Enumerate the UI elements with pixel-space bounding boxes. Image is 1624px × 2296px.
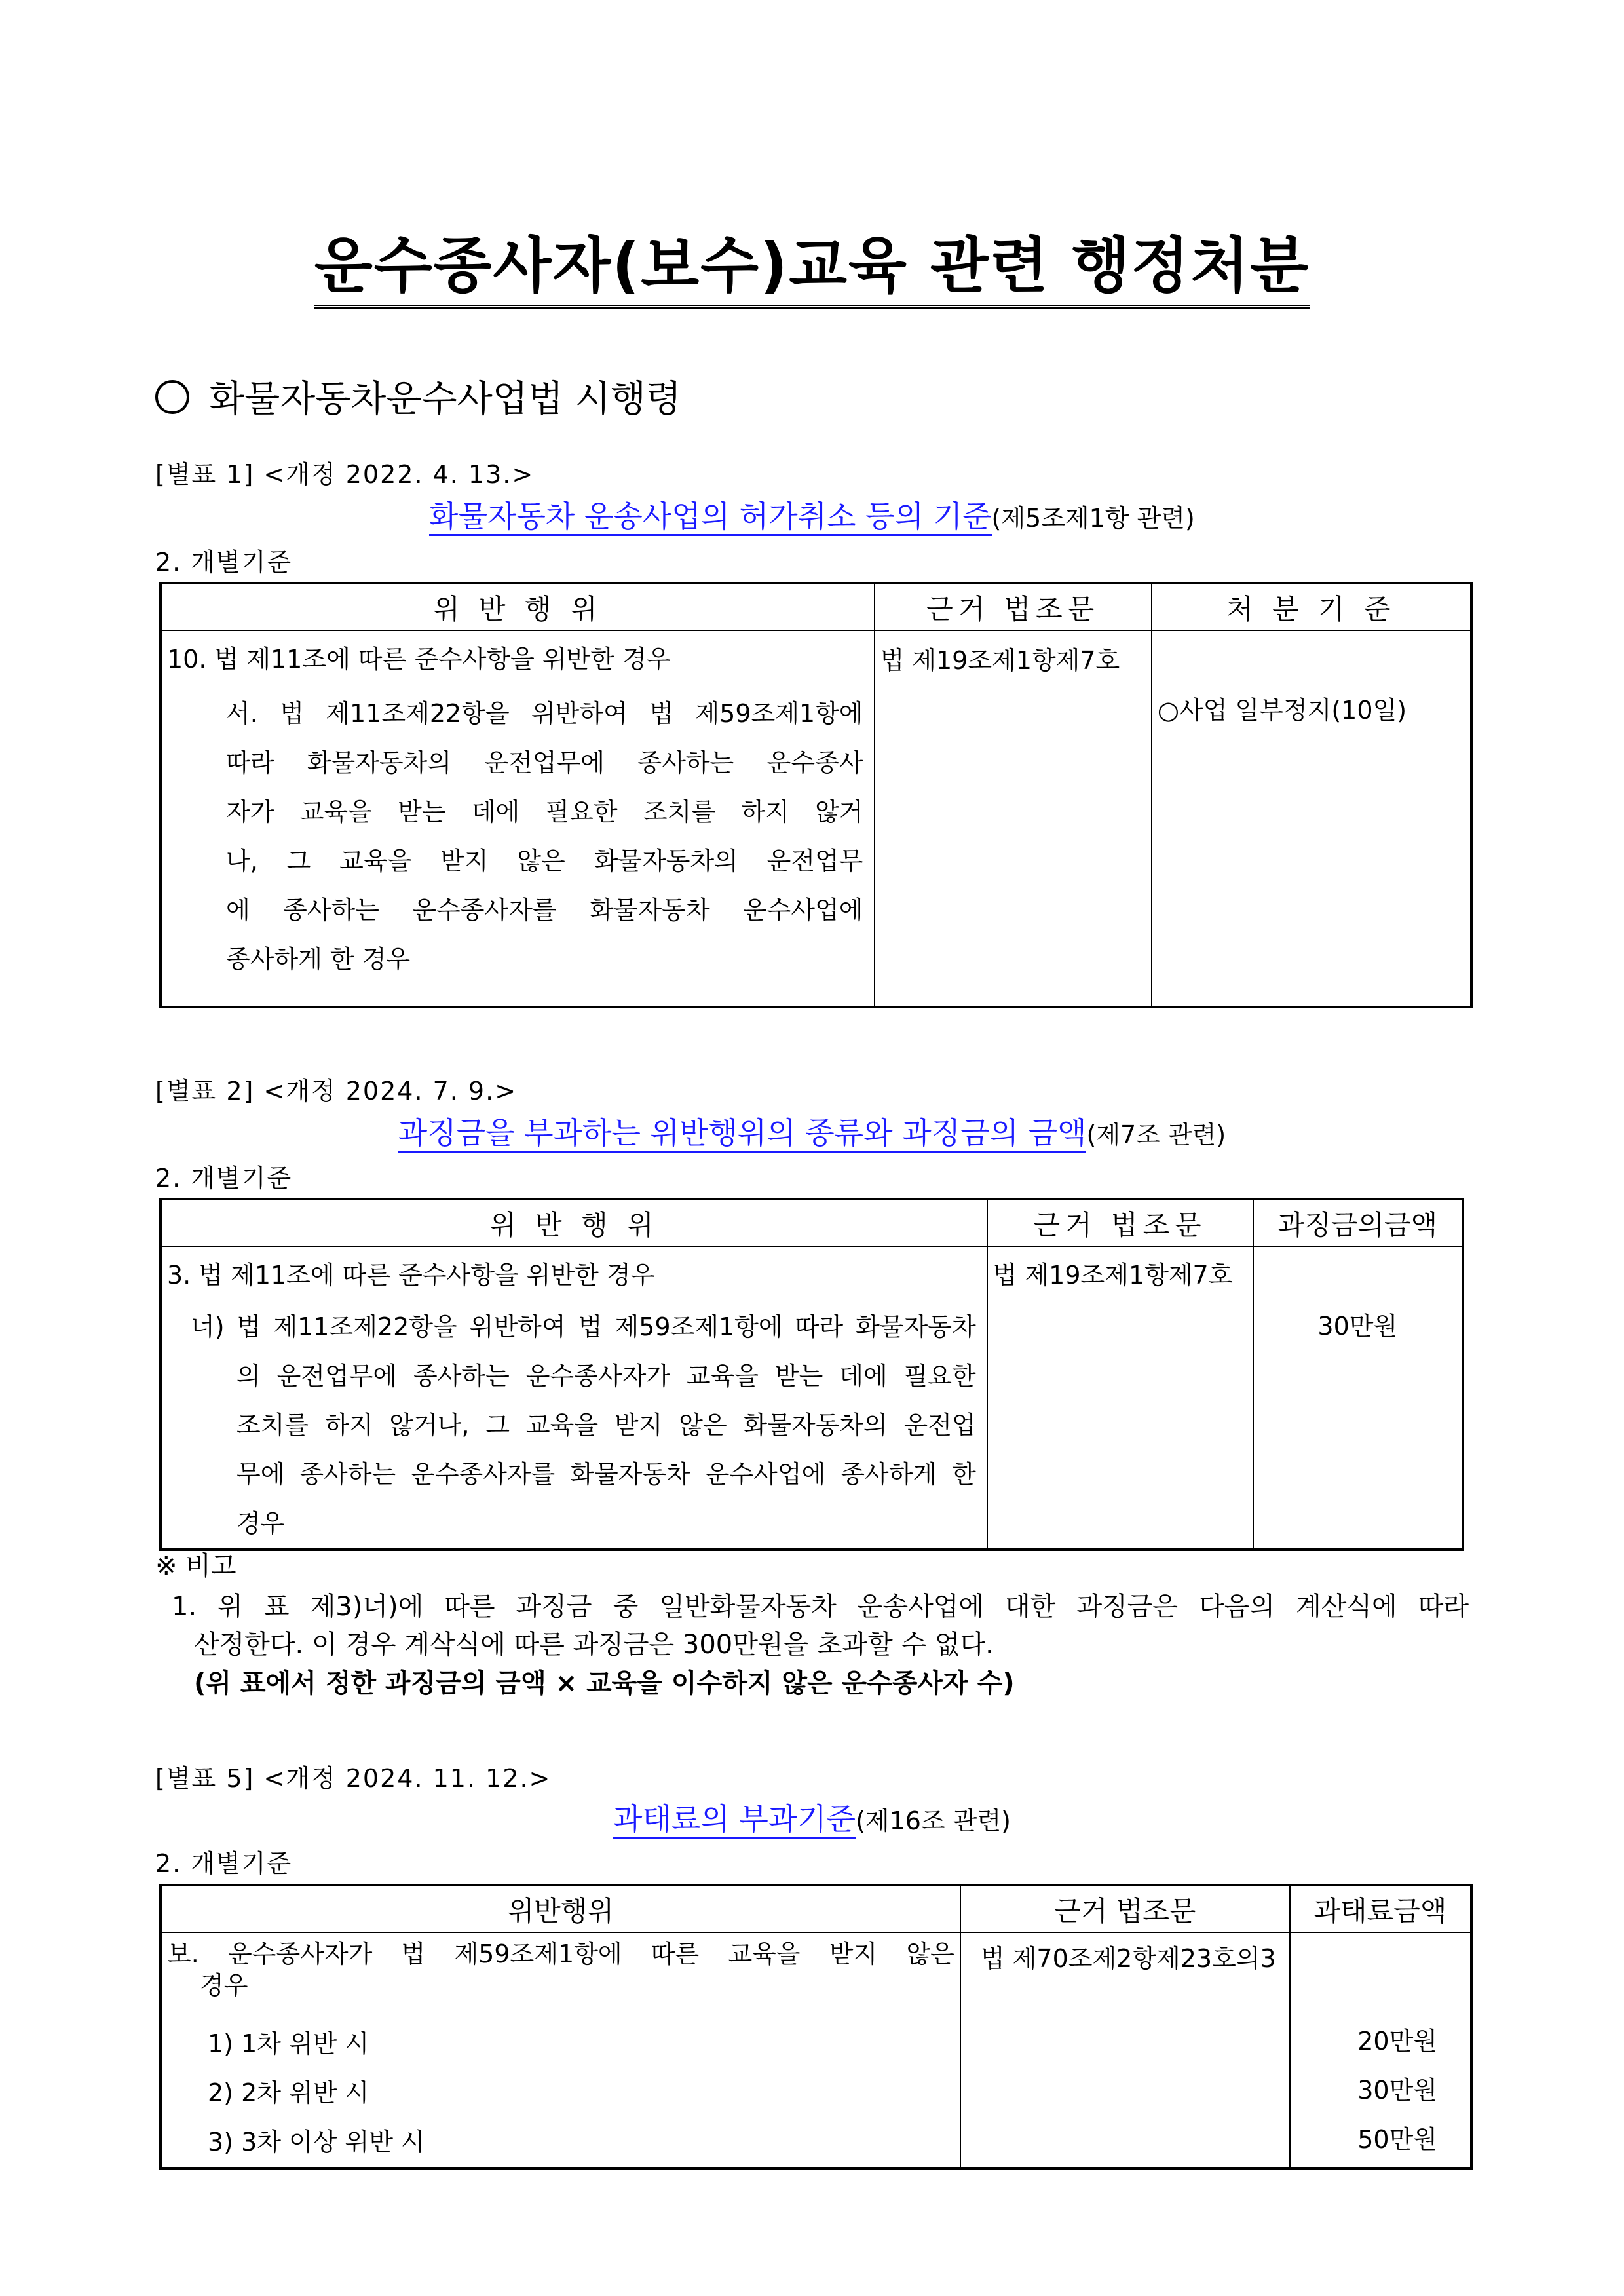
annex2-law-cell (987, 1246, 1253, 1550)
annex2-remark-head: ※ 비고 (155, 1551, 236, 1581)
annex5-row-main-cont: 경우 (200, 1971, 248, 2000)
annex2-sub-line: 경우 (236, 1509, 285, 1538)
annex2-law: 법 제19조제1항제7호 (992, 1261, 1233, 1290)
annex5-title-link[interactable]: 과태료의 부과기준 (613, 1801, 856, 1839)
annex1-sub-line: 자가 교육을 받는 데에 필요한 조치를 하지 않거 (226, 797, 863, 826)
annex2-header-law: 근거 법조문 (987, 1199, 1253, 1246)
annex1-header-law: 근거 법조문 (875, 583, 1152, 630)
annex5-title: 과태료의 부과기준(제16조 관련) (0, 1795, 1624, 1839)
annex1-note: [별표 1] <개정 2022. 4. 13.> (155, 460, 535, 489)
annex5-item-label: 1) 1차 위반 시 (208, 2029, 369, 2058)
annex5-item-label: 3) 3차 이상 위반 시 (208, 2128, 425, 2156)
annex1-header-violation: 위 반 행 위 (161, 583, 875, 630)
annex1-row-main: 10. 법 제11조에 따른 준수사항을 위반한 경우 (167, 645, 671, 674)
annex5-law-cell (960, 1932, 1290, 2168)
annex1-law-cell (875, 630, 1152, 1007)
annex5-header-violation: 위반행위 (161, 1885, 960, 1932)
annex2-sub-line: 무에 종사하는 운수종사자를 화물자동차 운수사업에 종사하게 한 (236, 1460, 976, 1489)
annex2-sub-line: 의 운전업무에 종사하는 운수종사자가 교육을 받는 데에 필요한 (236, 1362, 976, 1390)
annex1-law: 법 제19조제1항제7호 (880, 646, 1120, 675)
annex2-sub-line: 조치를 하지 않거나, 그 교육을 받지 않은 화물자동차의 운전업 (236, 1411, 976, 1440)
annex1-penalty: ○사업 일부정지(10일) (1157, 696, 1407, 725)
annex2-header-violation: 위 반 행 위 (161, 1199, 987, 1246)
annex2-title: 과징금을 부과하는 위반행위의 종류와 과징금의 금액(제7조 관련) (0, 1109, 1624, 1153)
annex5-law: 법 제70조제2항제23호의3 (980, 1944, 1276, 1973)
annex1-table (159, 582, 1473, 1008)
annex5-amount-cell (1290, 1932, 1471, 2168)
annex2-violation-cell (161, 1246, 987, 1550)
annex2-amount-cell (1253, 1246, 1463, 1550)
annex2-title-link[interactable]: 과징금을 부과하는 위반행위의 종류와 과징금의 금액 (398, 1115, 1087, 1153)
annex2-table (159, 1198, 1464, 1551)
annex1-sub-line: 따라 화물자동차의 운전업무에 종사하는 운수종사 (226, 748, 863, 777)
annex5-row-main: 보. 운수종사자가 법 제59조제1항에 따른 교육을 받지 않은 (167, 1940, 954, 1968)
annex5-violation-cell (161, 1932, 960, 2168)
annex2-sub: 2. 개별기준 (155, 1164, 293, 1193)
annex1-penalty-cell (1152, 630, 1471, 1007)
annex1-sub-line: 에 종사하는 운수종사자를 화물자동차 운수사업에 (226, 896, 863, 925)
annex5-table (159, 1884, 1473, 2170)
annex5-sub: 2. 개별기준 (155, 1849, 293, 1878)
annex1-title: 화물자동차 운송사업의 허가취소 등의 기준(제5조제1항 관련) (0, 493, 1624, 536)
annex2-remark-formula: (위 표에서 정한 과징금의 금액 × 교육을 이수하지 않은 운수종사자 수) (194, 1668, 1015, 1698)
annex2-header-amount: 과징금의금액 (1253, 1199, 1463, 1246)
annex5-item-amount: 20만원 (1357, 2027, 1437, 2056)
annex2-remark-line2: 산정한다. 이 경우 계삭식에 따른 과징금은 300만원을 초과할 수 없다. (194, 1630, 994, 1660)
circle-bullet-icon (155, 380, 189, 414)
document-title: 운수종사자(보수)교육 관련 행정처분 (0, 218, 1624, 304)
annex5-item-amount: 50만원 (1357, 2125, 1437, 2154)
annex1-title-link[interactable]: 화물자동차 운송사업의 허가취소 등의 기준 (429, 499, 991, 536)
annex5-item-amount: 30만원 (1357, 2076, 1437, 2105)
section-heading: 화물자동차운수사업법 시행령 (155, 370, 681, 423)
annex5-header-law: 근거 법조문 (960, 1885, 1290, 1932)
annex5-header-amount: 과태료금액 (1290, 1885, 1471, 1932)
annex1-header-penalty: 처 분 기 준 (1152, 583, 1471, 630)
annex2-amount: 30만원 (1317, 1312, 1398, 1341)
annex1-sub-line: 나, 그 교육을 받지 않은 화물자동차의 운전업무 (226, 847, 863, 875)
annex1-sub-line: 종사하게 한 경우 (226, 945, 411, 974)
annex5-note: [별표 5] <개정 2024. 11. 12.> (155, 1764, 552, 1793)
annex1-sub: 2. 개별기준 (155, 548, 293, 577)
annex5-item-label: 2) 2차 위반 시 (208, 2078, 369, 2107)
annex2-note: [별표 2] <개정 2024. 7. 9.> (155, 1077, 518, 1105)
annex2-sub-line: 너) 법 제11조제22항을 위반하여 법 제59조제1항에 따라 화물자동차 (191, 1312, 976, 1341)
annex1-sub-line: 서. 법 제11조제22항을 위반하여 법 제59조제1항에 (226, 699, 863, 728)
annex2-remark-line1: 1. 위 표 제3)너)에 따른 과징금 중 일반화물자동차 운송사업에 대한 과징금은 다음의 계산식에 따라 (172, 1592, 1469, 1622)
annex2-row-main: 3. 법 제11조에 따른 준수사항을 위반한 경우 (167, 1261, 655, 1290)
annex1-violation-cell (161, 630, 875, 1007)
